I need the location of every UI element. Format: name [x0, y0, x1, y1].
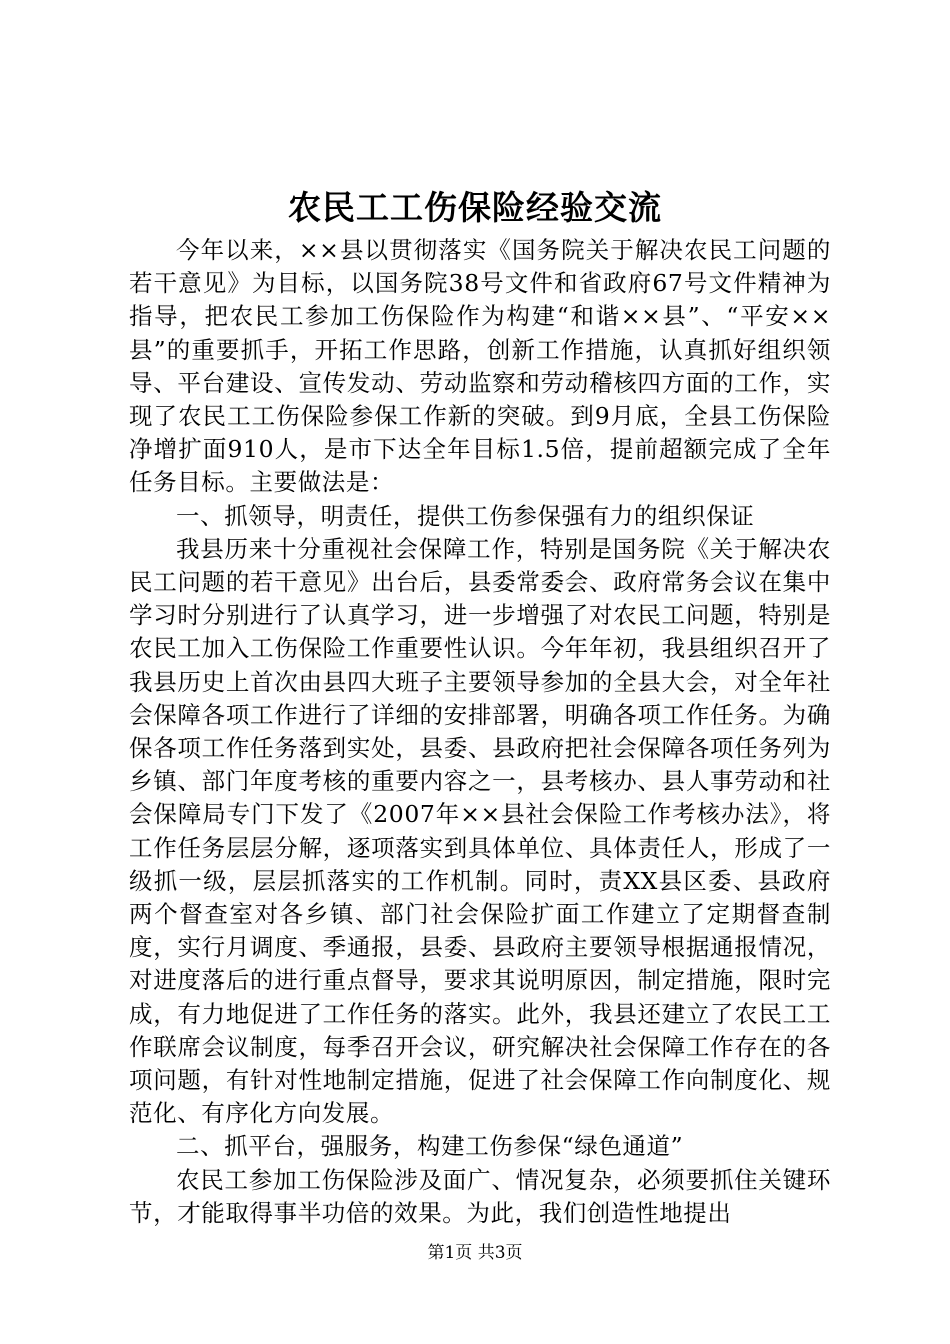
- section-heading-2: 二、抓平台，强服务，构建工伤参保“绿色通道”: [176, 1132, 684, 1161]
- page-footer: 第1页 共3页: [427, 1243, 523, 1263]
- paragraph-section-1: 我县历来十分重视社会保障工作，特别是国务院《关于解决农民工问题的若干意见》出台后，县委常委会、政府常务会议在集中学习时分别进行了认真学习，进一步增强了对农民工问题，特别是农民工加入工伤保险工作重要性认识。今年年初，我县组织召开了我县历史上首次由县四大班子主要领导参加的全县大会，对全年社会保障各项工作进行了详细的安排部署，明确各项工作任务。为确保各项工作任务落到实处，县委、县政府把社会保障各项任务列为乡镇、部门年度考核的重要内容之一，县考核办、县人事劳动和社会保障局专门下发了《2007年××县社会保险工作考核办法》，将工作任务层层分解，逐项落实到具体单位、具体责任人，形成了一级抓一级，层层抓落实的工作机制。同时，责XX县区委、县政府两个督查室对各乡镇、部门社会保险扩面工作建立了定期督查制度，实行月调度、季通报，县委、县政府主要领导根据通报情况，对进度落后的进行重点督导，要求其说明原因，制定措施，限时完成，有力地促进了工作任务的落实。此外，我县还建立了农民工工作联席会议制度，每季召开会议，研究解决社会保障工作存在的各项问题，有针对性地制定措施，促进了社会保障工作向制度化、规范化、有序化方向发展。: [129, 534, 831, 1128]
- document-title: 农民工工伤保险经验交流: [288, 188, 662, 227]
- section-heading-1: 一、抓领导，明责任，提供工伤参保强有力的组织保证: [176, 501, 755, 530]
- paragraph-section-2: 农民工参加工伤保险涉及面广、情况复杂，必须要抓住关键环节，才能取得事半功倍的效果。为此，我们创造性地提出: [129, 1165, 831, 1227]
- document-body: [129, 234, 831, 1230]
- paragraph-intro: 今年以来，××县以贯彻落实《国务院关于解决农民工问题的若干意见》为目标，以国务院38号文件和省政府67号文件精神为指导，把农民工参加工伤保险作为构建“和谐××县”、“平安××县”的重要抓手，开拓工作思路，创新工作措施，认真抓好组织领导、平台建设、宣传发动、劳动监察和劳动稽核四方面的工作，实现了农民工工伤保险参保工作新的突破。到9月底，全县工伤保险净增扩面910人，是市下达全年目标1.5倍，提前超额完成了全年任务目标。主要做法是：: [129, 236, 831, 497]
